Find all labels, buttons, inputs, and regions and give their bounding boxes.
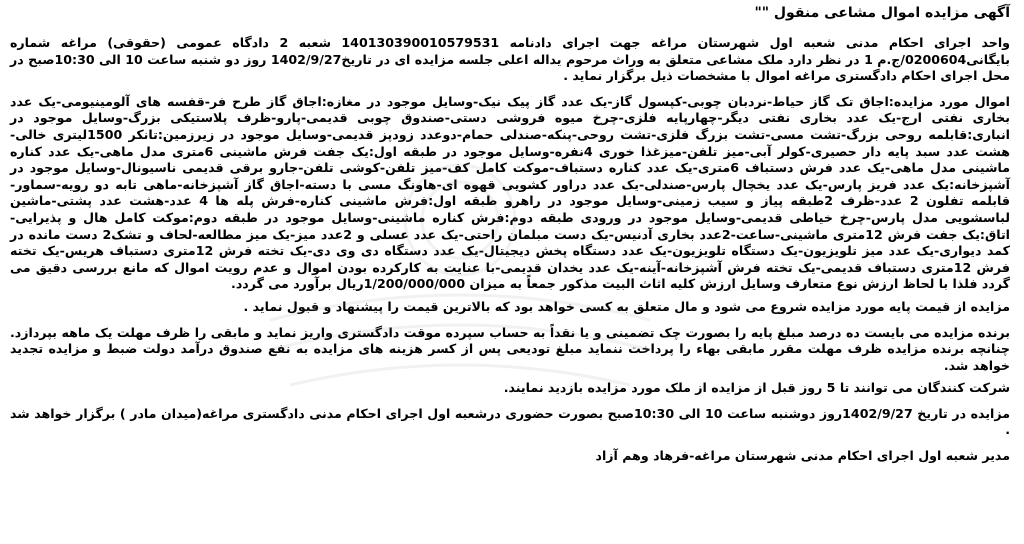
signature-line: مدیر شعبه اول اجرای احکام مدنی شهرستان مراغه-فرهاد وهم آزاد xyxy=(595,448,1010,464)
visit-paragraph: شرکت کنندگان می توانند تا 5 روز قبل از مزایده از ملک مورد مزایده بازدید نمایند. xyxy=(503,380,1010,396)
auction-items-paragraph: اموال مورد مزایده:اجاق تک گاز حیاط-نردبان چوبی-کپسول گاز-یک عدد گاز پیک نیک-وسایل موجود در مغازه:اجاق گاز طرح فر-قفسه های آلومینیومی-یک عدد بخاری نفتی ارج-یک عدد بخاری نفتی دیگر-چهارپایه فلزی-چرخ میوه فروشی دستی-صندوق چوبی قدیمی-پارو-ظرف پلاستیکی بزرگ-وسایل موجود در انباری:قابلمه روحی بزرگ-تشت مسی-تشت بزرگ فلزی-تشت روحی-پنکه-صندلی حمام-دوعدد زودپز قدیمی-وسایل موجود در زیرزمین:تانکر 1500لیتری خالی-هشت عدد سبد پایه دار حصیری-کولر آبی-میز تلفن-میزغذا خوری 4نفره-وسایل موجود در طبقه اول:یک جفت فرش ماشینی 6متری مدل ماهی-یک عدد کناره ماشینی مدل ماهی-یک عدد فرش دستباف 6متری-یک عدد کناره دستباف-موکت کامل کف-میز تلفن-کوشی تلفن-جارو برقی قدیمی ناسیونال-وسایل موجود در آشپزخانه:یک عدد فریز پارس-یک عدد یخچال پارس-صندلی-یک عدد دراور کشویی قهوه ای-هاونگ مسی با دسته-اجاق گاز آشپزخانه-ماهی تابه دو رویه-سماور-قابلمه تفلون 2 عدد-ظرف 2طبقه پیاز و سیب زمینی-وسایل موجود در راهرو طبقه اول:فرش ماشینی کناره-فرش پله ها 4 عدد-هشت عدد پشتی-ماشین لباسشویی مدل پارس-چرخ خیاطی قدیمی-وسایل موجود در ورودی طبقه دوم:فرش کناره ماشینی-وسایل موجود در طبقه دوم:موکت کامل هال و پذیرایی-اتاق:یک جفت فرش 12متری ماشینی-ساعت-2عدد بخاری آدنیس-یک دست مبلمان راحتی-یک عدد عسلی و 2عدد میز-یک میز مطالعه-لحاف و تشک2 دست مانده در کمد دیواری-یک عدد میز تلویزیون-یک دستگاه تلویزیون-یک عدد دستگاه پخش دیجیتال-یک عدد دستگاه دی وی دی-یک تخته فرش 12متری دستباف هریس-یک تخته فرش 12متری دستباف قدیمی-یک تخته فرش آشپزخانه-آینه-یک عدد یخدان قدیمی-با عنایت به کارکرده بودن اموال و عدم رویت اموال که مانع بررسی دقیق می گردد فلذا با لحاظ ارزش نوع متعارف وسایل ارزش کلیه اثاث البیت مذکور جمعاً به میزان 1/200/000/000ریال برآورد می گردد. xyxy=(10,93,1011,292)
notice-title: آگهی مزایده اموال مشاعی منقول "" xyxy=(754,5,1010,21)
starting-price-paragraph: مزایده از قیمت پایه مورد مزایده شروع می شود و مال متعلق به کسی خواهد بود که بالاترین قیمت را پیشنهاد و قبول نماید . xyxy=(243,298,1010,314)
intro-paragraph: واحد اجرای احکام مدنی شعبه اول شهرستان مراغه جهت اجرای دادنامه 140130390010579531 شعبه 2 دادگاه عمومی (حقوقی) مراغه شماره بایگانی0200604/ج.م 1 در نظر دارد ملک مشاعی متعلق به وراث مرحوم یداله اعلی جلسه مزایده ای در تاریخ1402/9/27 روز دو شنبه ساعت 10 الی 10:30صبح در محل اجرای احکام دادگستری مراغه اموال با مشخصات ذیل برگزار نماید . xyxy=(10,35,1010,84)
payment-terms-paragraph: برنده مزایده می بایست ده درصد مبلغ پایه را بصورت چک تضمینی و یا نقداً به حساب سپرده موقت دادگستری واریز نماید و مابقی را ظرف مهلت یک ماهه بپردازد. چنانچه برنده مزایده ظرف مهلت مقرر مابقی بهاء را پرداخت ننماید مبلغ تودیعی پس از کسر هزینه های مزایده به نفع صندوق درآمد دولت ضبط و مزایده تجدید خواهد شد. xyxy=(10,324,1010,373)
auction-date-paragraph: مزایده در تاریخ 1402/9/27روز دوشنبه ساعت 10 الی 10:30صبح بصورت حضوری درشعبه اول اجرای احکام مدنی دادگستری مراغه(میدان مادر ) برگزار خواهد شد . xyxy=(10,405,1010,438)
